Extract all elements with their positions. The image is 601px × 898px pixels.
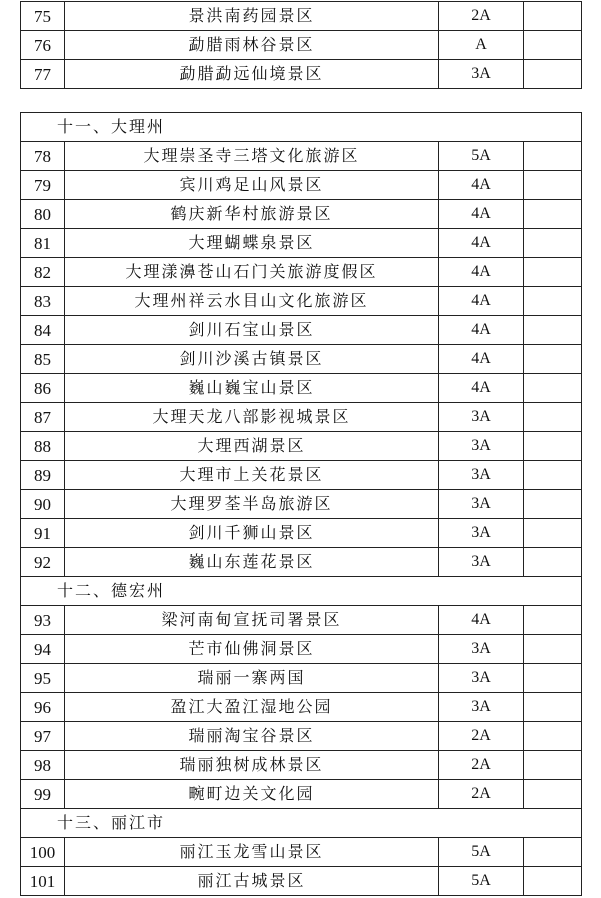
scenic-area-name: 大理蝴蝶泉景区 [65, 229, 439, 258]
row-number: 96 [21, 693, 65, 722]
row-number: 88 [21, 432, 65, 461]
scenic-table-top [20, 1, 582, 89]
scenic-area-name: 剑川千狮山景区 [65, 519, 439, 548]
table-row [21, 838, 582, 867]
row-number: 85 [21, 345, 65, 374]
table-row [21, 31, 582, 60]
scenic-area-name: 景洪南药园景区 [65, 2, 439, 31]
table-row [21, 780, 582, 809]
row-number: 100 [21, 838, 65, 867]
table-row [21, 519, 582, 548]
scenic-area-name: 巍山巍宝山景区 [65, 374, 439, 403]
row-number: 86 [21, 374, 65, 403]
grade-level: 2A [439, 2, 524, 31]
grade-level: 3A [439, 60, 524, 89]
grade-level: 4A [439, 316, 524, 345]
scenic-table-main [20, 112, 582, 896]
row-number: 98 [21, 751, 65, 780]
empty-cell [524, 635, 582, 664]
empty-cell [524, 229, 582, 258]
empty-cell [524, 200, 582, 229]
row-number: 75 [21, 2, 65, 31]
empty-cell [524, 374, 582, 403]
grade-level: 3A [439, 693, 524, 722]
grade-level: 3A [439, 461, 524, 490]
empty-cell [524, 345, 582, 374]
row-number: 94 [21, 635, 65, 664]
grade-level: 4A [439, 171, 524, 200]
scenic-area-name: 勐腊勐远仙境景区 [65, 60, 439, 89]
grade-level: 3A [439, 432, 524, 461]
row-number: 89 [21, 461, 65, 490]
grade-level: 5A [439, 867, 524, 896]
scenic-area-name: 巍山东莲花景区 [65, 548, 439, 577]
scenic-area-name: 大理西湖景区 [65, 432, 439, 461]
empty-cell [524, 751, 582, 780]
section-title: 十一、大理州 [21, 113, 582, 142]
row-number: 81 [21, 229, 65, 258]
grade-level: 3A [439, 664, 524, 693]
table-row [21, 432, 582, 461]
empty-cell [524, 171, 582, 200]
row-number: 91 [21, 519, 65, 548]
row-number: 79 [21, 171, 65, 200]
row-number: 80 [21, 200, 65, 229]
empty-cell [524, 60, 582, 89]
empty-cell [524, 490, 582, 519]
row-number: 95 [21, 664, 65, 693]
row-number: 76 [21, 31, 65, 60]
empty-cell [524, 664, 582, 693]
grade-level: 4A [439, 229, 524, 258]
table-row [21, 490, 582, 519]
row-number: 84 [21, 316, 65, 345]
table-row [21, 60, 582, 89]
empty-cell [524, 838, 582, 867]
table-row [21, 548, 582, 577]
empty-cell [524, 403, 582, 432]
grade-level: 2A [439, 751, 524, 780]
row-number: 87 [21, 403, 65, 432]
scenic-area-name: 鹤庆新华村旅游景区 [65, 200, 439, 229]
grade-level: 4A [439, 287, 524, 316]
empty-cell [524, 258, 582, 287]
table-row [21, 229, 582, 258]
row-number: 83 [21, 287, 65, 316]
section-title: 十三、丽江市 [21, 809, 582, 838]
row-number: 101 [21, 867, 65, 896]
empty-cell [524, 548, 582, 577]
row-number: 97 [21, 722, 65, 751]
table-row [21, 258, 582, 287]
grade-level: 3A [439, 403, 524, 432]
section-header-row [21, 113, 582, 142]
grade-level: 2A [439, 780, 524, 809]
scenic-area-name: 丽江古城景区 [65, 867, 439, 896]
grade-level: 4A [439, 374, 524, 403]
grade-level: 3A [439, 519, 524, 548]
row-number: 92 [21, 548, 65, 577]
grade-level: 3A [439, 490, 524, 519]
table-row [21, 316, 582, 345]
scenic-area-name: 大理漾濞苍山石门关旅游度假区 [65, 258, 439, 287]
empty-cell [524, 2, 582, 31]
scenic-area-name: 瑞丽一寨两国 [65, 664, 439, 693]
table-row [21, 345, 582, 374]
table-row [21, 606, 582, 635]
row-number: 90 [21, 490, 65, 519]
table-row [21, 200, 582, 229]
grade-level: A [439, 31, 524, 60]
scenic-area-name: 大理崇圣寺三塔文化旅游区 [65, 142, 439, 171]
scenic-area-name: 大理州祥云水目山文化旅游区 [65, 287, 439, 316]
scenic-area-name: 瑞丽独树成林景区 [65, 751, 439, 780]
table-row [21, 693, 582, 722]
grade-level: 4A [439, 606, 524, 635]
table-row [21, 374, 582, 403]
scenic-area-name: 大理市上关花景区 [65, 461, 439, 490]
scenic-area-name: 剑川石宝山景区 [65, 316, 439, 345]
scenic-area-name: 芒市仙佛洞景区 [65, 635, 439, 664]
table-row [21, 2, 582, 31]
row-number: 77 [21, 60, 65, 89]
empty-cell [524, 606, 582, 635]
row-number: 99 [21, 780, 65, 809]
scenic-area-name: 宾川鸡足山风景区 [65, 171, 439, 200]
empty-cell [524, 867, 582, 896]
row-number: 93 [21, 606, 65, 635]
scenic-area-name: 梁河南甸宣抚司署景区 [65, 606, 439, 635]
scenic-area-name: 丽江玉龙雪山景区 [65, 838, 439, 867]
scenic-area-name: 畹町边关文化园 [65, 780, 439, 809]
section-title: 十二、德宏州 [21, 577, 582, 606]
empty-cell [524, 31, 582, 60]
scenic-area-name: 盈江大盈江湿地公园 [65, 693, 439, 722]
empty-cell [524, 287, 582, 316]
table-row [21, 287, 582, 316]
section-header-row [21, 577, 582, 606]
scenic-area-name: 大理天龙八部影视城景区 [65, 403, 439, 432]
table-row [21, 142, 582, 171]
row-number: 78 [21, 142, 65, 171]
empty-cell [524, 519, 582, 548]
table-row [21, 664, 582, 693]
grade-level: 3A [439, 635, 524, 664]
table-row [21, 635, 582, 664]
table-row [21, 171, 582, 200]
table-row [21, 461, 582, 490]
scenic-area-name: 大理罗荃半岛旅游区 [65, 490, 439, 519]
table-row [21, 751, 582, 780]
grade-level: 5A [439, 838, 524, 867]
grade-level: 3A [439, 548, 524, 577]
grade-level: 4A [439, 200, 524, 229]
empty-cell [524, 142, 582, 171]
empty-cell [524, 693, 582, 722]
scenic-area-name: 瑞丽淘宝谷景区 [65, 722, 439, 751]
table-row [21, 403, 582, 432]
empty-cell [524, 780, 582, 809]
empty-cell [524, 316, 582, 345]
grade-level: 2A [439, 722, 524, 751]
empty-cell [524, 432, 582, 461]
table-row [21, 867, 582, 896]
empty-cell [524, 461, 582, 490]
row-number: 82 [21, 258, 65, 287]
table-row [21, 722, 582, 751]
scenic-area-name: 勐腊雨林谷景区 [65, 31, 439, 60]
grade-level: 5A [439, 142, 524, 171]
section-header-row [21, 809, 582, 838]
grade-level: 4A [439, 345, 524, 374]
grade-level: 4A [439, 258, 524, 287]
empty-cell [524, 722, 582, 751]
scenic-area-name: 剑川沙溪古镇景区 [65, 345, 439, 374]
